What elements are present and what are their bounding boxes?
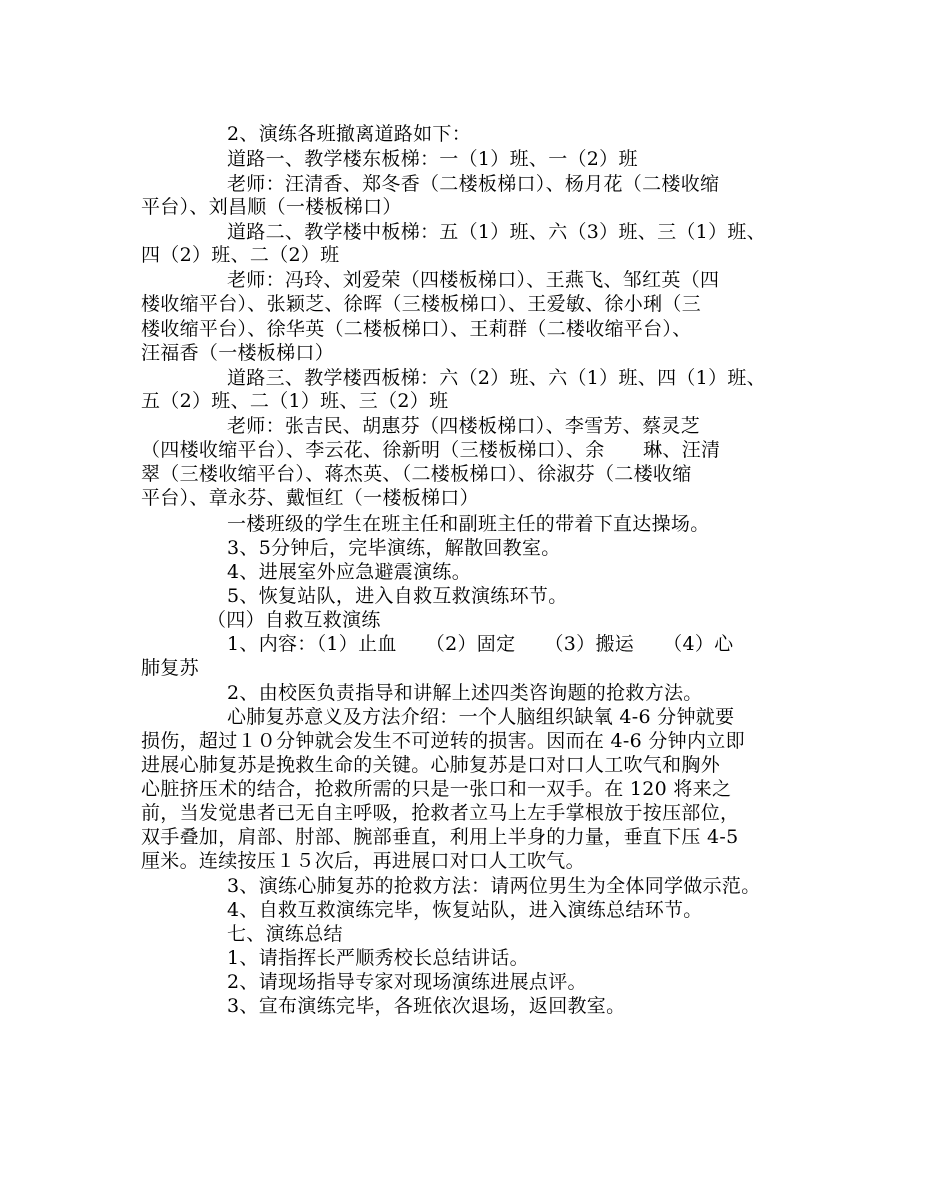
- text-line: 2、由校医负责指导和讲解上述四类咨询题的抢救方法。: [227, 682, 703, 704]
- text-line: 心脏挤压术的结合，抢救所需的只是一张口和一双手。在 120 将来之: [141, 778, 732, 800]
- text-line: 平台）、刘昌顺（一楼板梯口）: [141, 196, 402, 218]
- section-heading: 七、演练总结: [227, 923, 343, 945]
- text-line: 3、宣布演练完毕，各班依次退场，返回教室。: [227, 995, 626, 1017]
- text-line: 五（2）班、二（1）班、三（2）班: [141, 390, 449, 412]
- text-line: 1、内容：（1）止血 （2）固定 （3）搬运 （4）心: [227, 633, 734, 655]
- text-line: 楼收缩平台）、张颖芝、徐晖（三楼板梯口）、王爱敏、徐小琍（三: [141, 293, 702, 315]
- text-line: 心肺复苏意义及方法介绍：一个人脑组织缺氧 4-6 分钟就要: [227, 706, 735, 728]
- text-line: 汪福香（一楼板梯口）: [141, 342, 335, 364]
- text-line: （四楼收缩平台）、李云花、徐新明（三楼板梯口）、余 琳、汪清: [141, 439, 721, 461]
- text-line: 2、演练各班撤离道路如下：: [227, 123, 471, 145]
- text-line: 肺复苏: [141, 657, 199, 679]
- text-line: 损伤，超过１０分钟就会发生不可逆转的损害。因而在 4-6 分钟内立即: [141, 730, 745, 752]
- text-line: 平台）、章永芬、戴恒红（一楼板梯口）: [141, 487, 479, 509]
- text-line: 前，当发觉患者已无自主呼吸，抢救者立马上左手掌根放于按压部位，: [141, 802, 740, 824]
- text-line: 道路一、教学楼东板梯：一（1）班、一（2）班: [227, 148, 638, 170]
- text-line: 道路三、教学楼西板梯：六（2）班、六（1）班、四（1）班、: [227, 367, 766, 389]
- text-line: 楼收缩平台）、徐华英（二楼板梯口）、王莉群（二楼收缩平台）、: [141, 318, 692, 340]
- text-line: 老师：张吉民、胡惠芬（四楼板梯口）、李雪芳、蔡灵芝: [227, 415, 701, 437]
- text-line: 1、请指挥长严顺秀校长总结讲话。: [227, 947, 529, 969]
- text-line: 翠（三楼收缩平台）、蒋杰英、（二楼板梯口）、徐淑芬（二楼收缩: [141, 463, 692, 485]
- text-line: 3、5分钟后，完毕演练，解散回教室。: [227, 537, 561, 559]
- text-line: 4、自救互救演练完毕，恢复站队，进入演练总结环节。: [227, 899, 703, 921]
- text-line: 老师：冯玲、刘爱荣（四楼板梯口）、王燕飞、邹红英（四: [227, 269, 720, 291]
- section-heading: （四）自救互救演练: [207, 609, 381, 631]
- text-line: 四（2）班、二（2）班: [141, 244, 340, 266]
- text-line: 一楼班级的学生在班主任和副班主任的带着下直达操场。: [227, 513, 710, 535]
- text-line: 双手叠加，肩部、肘部、腕部垂直，利用上半身的力量，垂直下压 4-5: [141, 826, 739, 848]
- text-line: 3、演练心肺复苏的抢救方法：请两位男生为全体同学做示范。: [227, 875, 761, 897]
- text-line: 5、恢复站队，进入自救互救演练环节。: [227, 585, 568, 607]
- text-line: 4、进展室外应急避震演练。: [227, 561, 471, 583]
- text-line: 进展心肺复苏是挽救生命的关键。心肺复苏是口对口人工吹气和胸外: [141, 754, 721, 776]
- text-line: 厘米。连续按压１５次后，再进展口对口人工吹气。: [141, 850, 585, 872]
- text-line: 道路二、教学楼中板梯：五（1）班、六（3）班、三（1）班、: [227, 221, 766, 243]
- text-line: 2、请现场指导专家对现场演练进展点评。: [227, 971, 587, 993]
- text-line: 老师：汪清香、郑冬香（二楼板梯口）、杨月花（二楼收缩: [227, 173, 720, 195]
